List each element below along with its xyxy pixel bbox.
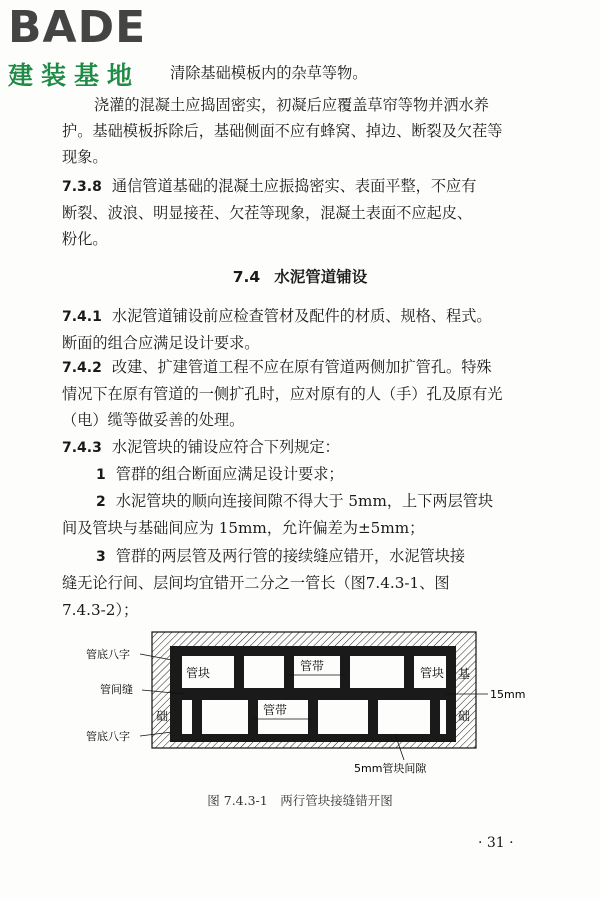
label-base-top: 基 [458, 667, 471, 681]
logo-subtext: 建装基地 [8, 61, 141, 90]
clause-number: 7.4.3 [62, 440, 102, 456]
label-bottom-gap: 5mm管块间隙 [354, 762, 427, 775]
text-line: 断裂、波浪、明显接茬、欠茬等现象，混凝土表面不应起皮、 [62, 204, 473, 222]
label-left-mid: 管间缝 [100, 683, 133, 696]
text-line: （电）缆等做妥善的处理。 [62, 411, 245, 429]
item-number: 2 [96, 494, 106, 510]
text-line: 断面的组合应满足设计要求。 [62, 334, 260, 352]
pipe-block [440, 700, 446, 734]
clause-7-4-1 [62, 306, 562, 327]
text-line: 通信管道基础的混凝土应振捣密实、表面平整，不应有 [111, 177, 477, 195]
text-line: 7.4.3-2）； [62, 601, 139, 619]
pipe-block [244, 656, 284, 688]
label-left-bottom: 管底八字 [86, 730, 130, 743]
item-number: 1 [96, 467, 106, 483]
text-line: 管群的组合断面应满足设计要求； [115, 465, 344, 483]
text-line: 现象。 [62, 148, 108, 166]
section-heading [0, 265, 600, 287]
pipe-block [378, 700, 430, 734]
clause-number: 7.4.2 [62, 360, 102, 376]
clause-7-4-3 [62, 437, 562, 458]
label-band-bottom: 管带 [263, 703, 288, 717]
section-number: 7.4 [232, 268, 261, 286]
pipe-block [202, 700, 248, 734]
label-block-1: 管块 [186, 666, 211, 680]
label-base-bottom: 础 [458, 709, 471, 723]
text-line: 粉化。 [62, 230, 108, 248]
page-number: · 31 · [478, 835, 514, 851]
text-line: 护。基础模板拆除后，基础侧面不应有蜂窝、掉边、断裂及欠茬等 [62, 122, 503, 140]
list-item-1 [96, 464, 596, 485]
site-logo [8, 2, 178, 90]
item-number: 3 [96, 549, 106, 565]
label-block-2: 管块 [420, 666, 445, 680]
label-right-gap: 15mm [490, 688, 526, 701]
label-base-left: 础 [156, 709, 169, 723]
section-title: 水泥管道铺设 [274, 268, 368, 286]
clause-number: 7.4.1 [62, 309, 102, 325]
figure-caption: 图 7.4.3-1 两行管块接缝错开图 [207, 793, 393, 808]
pipe-block [318, 700, 368, 734]
pipe-block [350, 656, 404, 688]
text-line: 间及管块与基础间应为 15mm，允许偏差为±5mm； [62, 519, 425, 537]
text-line: 水泥管块的铺设应符合下列规定： [111, 438, 340, 456]
clause-number: 7.3.8 [62, 179, 102, 195]
clause-7-4-2 [62, 357, 562, 378]
text-line: 缝无论行间、层间均宜错开二分之一管长（图7.4.3-1、图 [62, 574, 450, 592]
text-line: 水泥管块的顺向连接间隙不得大于 5mm，上下两层管块 [115, 492, 494, 510]
logo-text: BADE [8, 2, 147, 53]
label-band-top: 管带 [300, 659, 325, 673]
label-left-top: 管底八字 [86, 648, 130, 661]
text-line: 浇灌的混凝土应捣固密实，初凝后应覆盖草帘等物并洒水养 [94, 96, 489, 114]
text-line: 清除基础模板内的杂草等物。 [170, 64, 368, 82]
text-line: 改建、扩建管道工程不应在原有管道两侧加扩管孔。特殊 [111, 358, 492, 376]
list-item-3 [96, 546, 596, 567]
text-line: 管群的两层管及两行管的接续缝应错开，水泥管块接 [115, 547, 466, 565]
pipe-block-figure [0, 620, 600, 785]
text-line: 情况下在原有管道的一侧扩孔时，应对原有的人（手）孔及原有光 [62, 385, 503, 403]
pipe-block [182, 700, 192, 734]
clause-7-3-8 [62, 176, 562, 197]
list-item-2 [96, 491, 596, 512]
text-line: 水泥管道铺设前应检查管材及配件的材质、规格、程式。 [111, 307, 492, 325]
